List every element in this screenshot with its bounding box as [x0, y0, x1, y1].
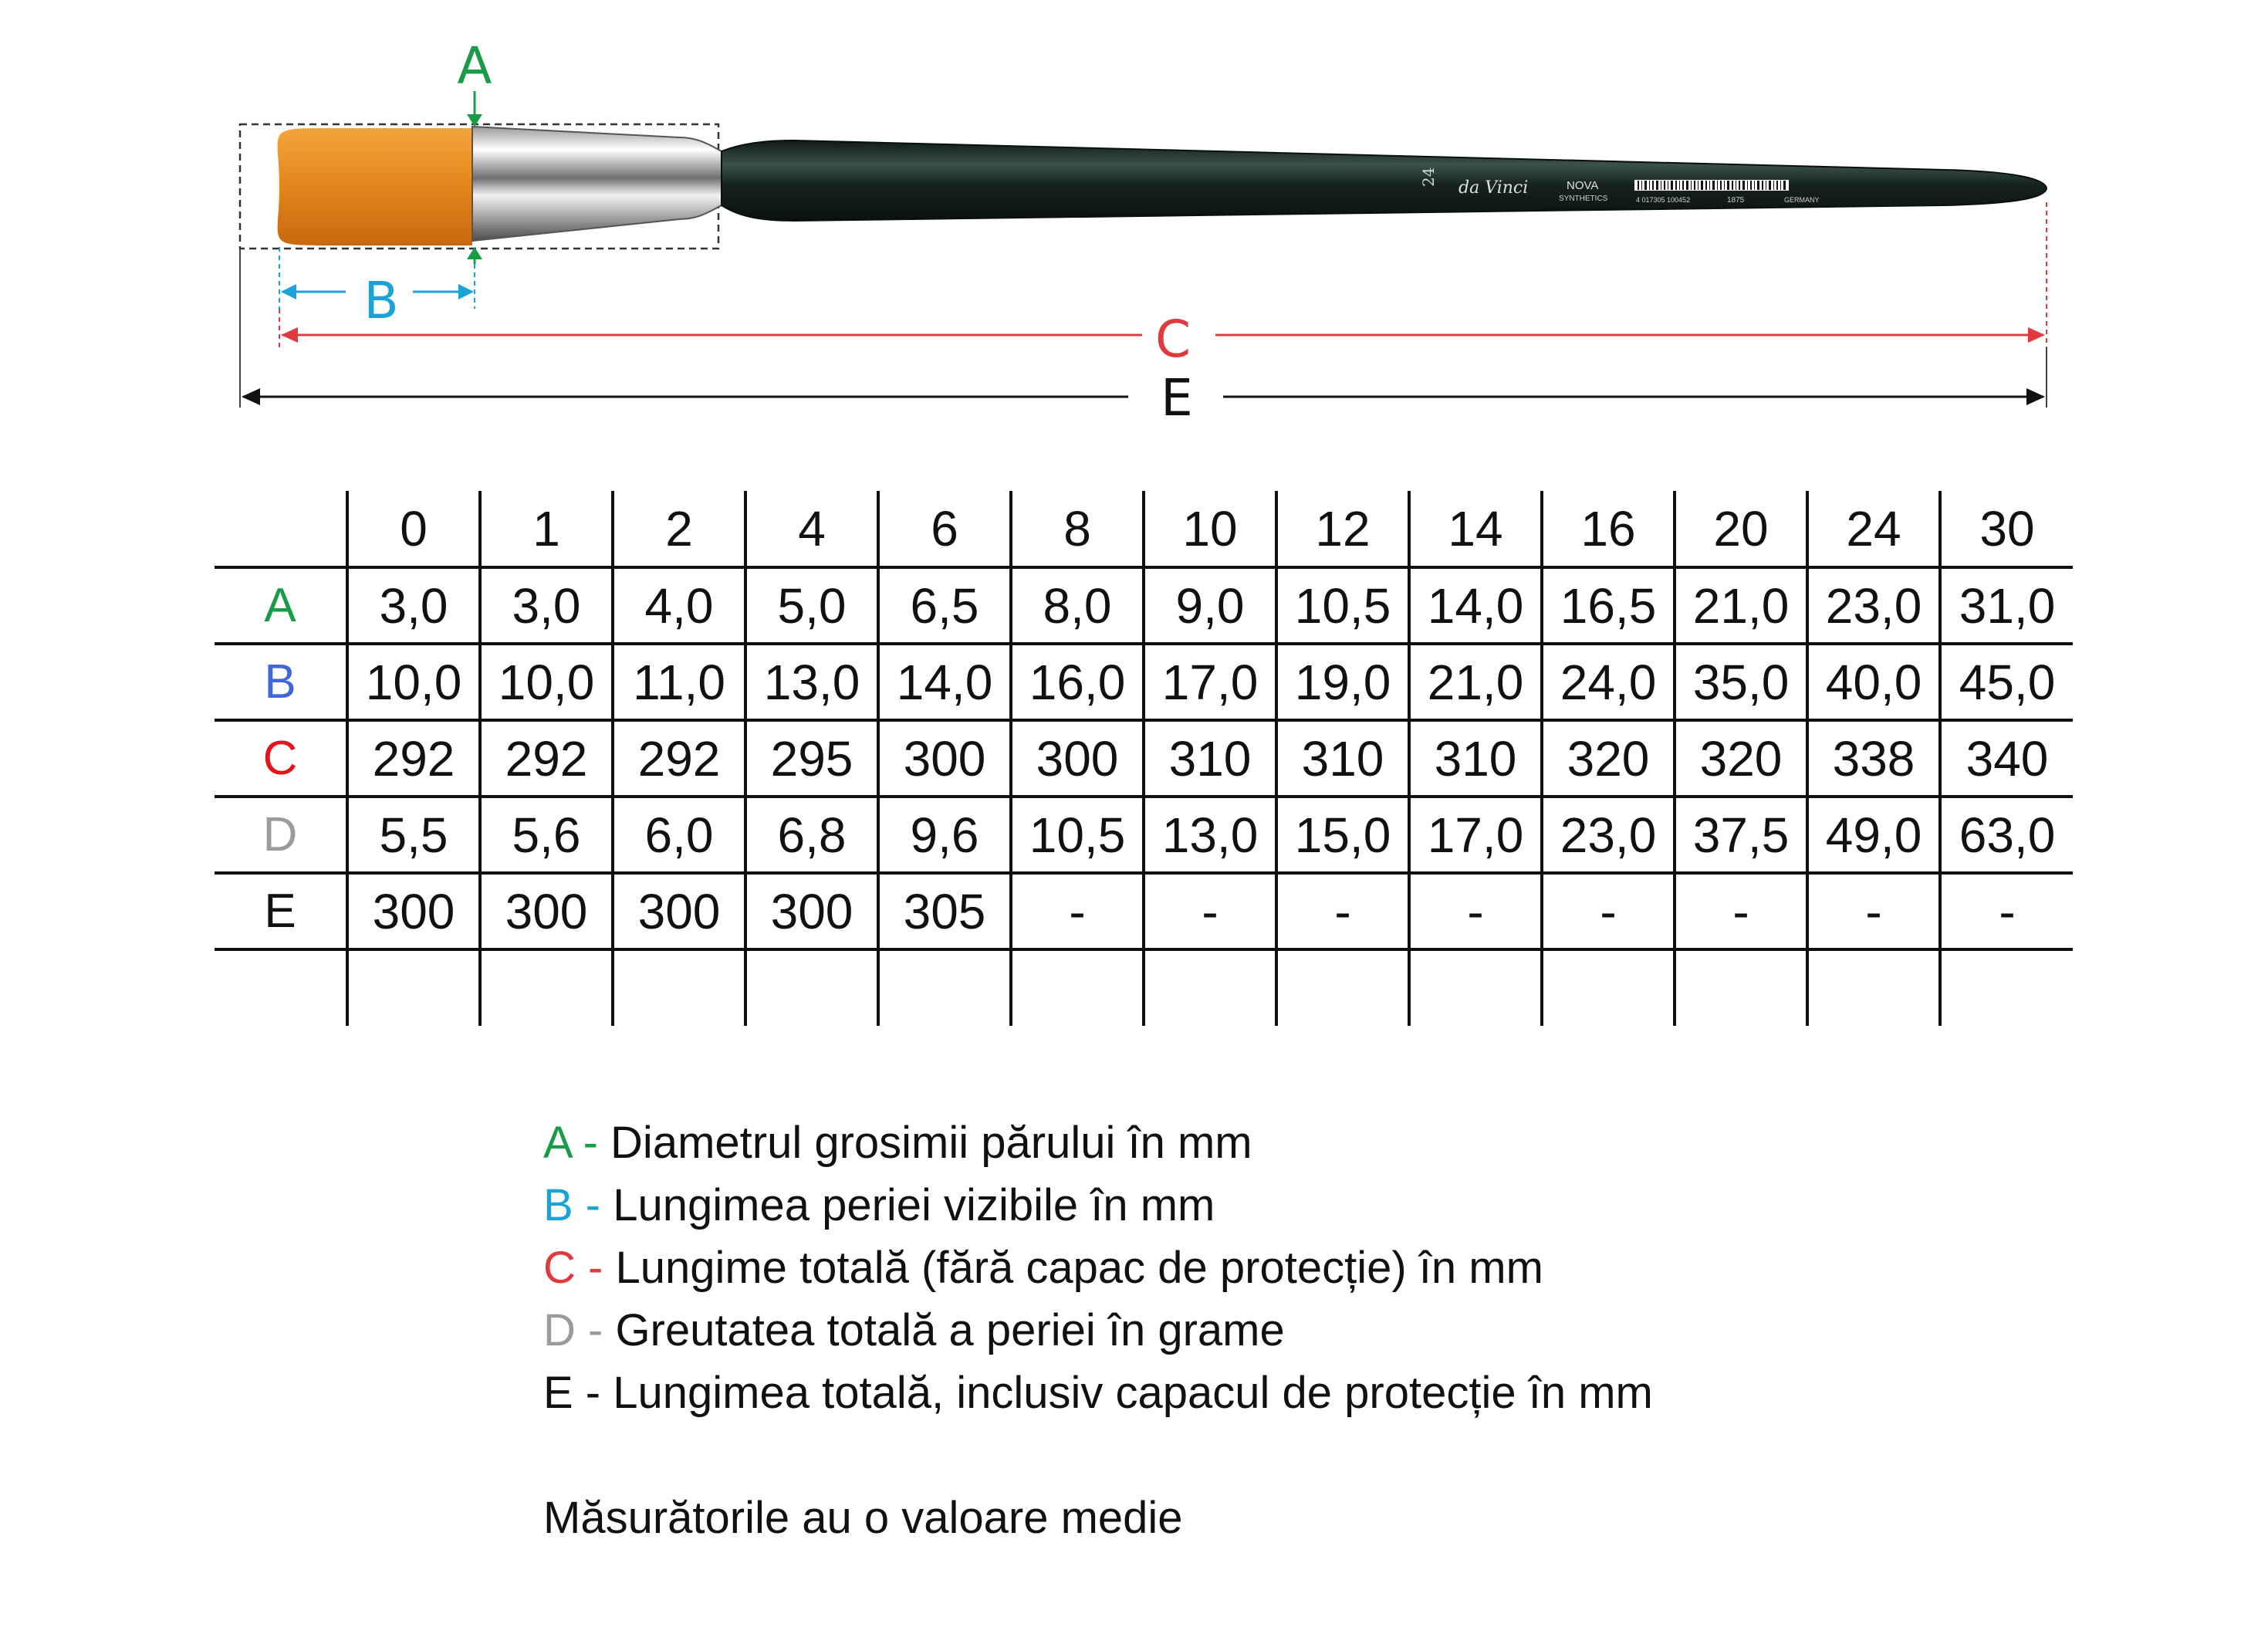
empty-cell [1807, 949, 1940, 1026]
legend-list [543, 1111, 1653, 1424]
table-row [215, 797, 2073, 873]
empty-cell [878, 949, 1011, 1026]
value-cell: 6,0 [613, 797, 745, 873]
measurement-note: Măsurătorile au o valoare medie [543, 1493, 1183, 1543]
value-cell: 24,0 [1542, 644, 1675, 720]
value-cell: 14,0 [878, 644, 1011, 720]
row-label-cell: E [215, 873, 347, 949]
legend-separator: - [575, 1243, 616, 1293]
value-cell: 300 [347, 873, 480, 949]
empty-cell [1276, 949, 1409, 1026]
imprint-size: 24 [1419, 167, 1438, 187]
value-cell: 10,0 [480, 644, 613, 720]
legend-text: Lungimea periei vizibile în mm [613, 1180, 1215, 1230]
dimension-a-label: A [457, 36, 492, 96]
legend-item [543, 1362, 1653, 1424]
value-cell: 23,0 [1807, 567, 1940, 644]
empty-cell [347, 949, 480, 1026]
value-cell: 310 [1409, 720, 1542, 797]
size-header-cell: 6 [878, 491, 1011, 567]
value-cell: 300 [613, 873, 745, 949]
value-cell: 21,0 [1675, 567, 1807, 644]
dimension-e-label: E [1161, 368, 1193, 428]
value-cell: 310 [1276, 720, 1409, 797]
value-cell: 13,0 [745, 644, 878, 720]
size-header-cell: 16 [1542, 491, 1675, 567]
table-corner-cell [215, 491, 347, 567]
value-cell: 17,0 [1409, 797, 1542, 873]
value-cell: 292 [613, 720, 745, 797]
row-label-cell: B [215, 644, 347, 720]
dimension-b-label: B [363, 271, 399, 330]
value-cell: 10,5 [1011, 797, 1144, 873]
value-cell: 300 [745, 873, 878, 949]
legend-item [543, 1237, 1653, 1299]
row-label-cell: A [215, 567, 347, 644]
size-header-cell: 10 [1144, 491, 1276, 567]
brush-dimension-diagram [0, 0, 2268, 463]
legend-key: B [543, 1180, 573, 1230]
value-cell: 49,0 [1807, 797, 1940, 873]
value-cell: 14,0 [1409, 567, 1542, 644]
value-cell: 40,0 [1807, 644, 1940, 720]
value-cell: 300 [480, 873, 613, 949]
brush-bristles [278, 128, 472, 245]
value-cell: - [1409, 873, 1542, 949]
value-cell: 45,0 [1940, 644, 2073, 720]
brush-handle [722, 140, 2047, 221]
value-cell: 5,6 [480, 797, 613, 873]
dimension-b [279, 247, 475, 330]
value-cell: 338 [1807, 720, 1940, 797]
value-cell: 5,5 [347, 797, 480, 873]
table-body [215, 567, 2073, 1026]
legend-separator: - [573, 1368, 613, 1418]
row-label-cell: C [215, 720, 347, 797]
legend-item [543, 1174, 1653, 1237]
dimension-e [240, 249, 2047, 428]
table-row [215, 873, 2073, 949]
value-cell: 6,8 [745, 797, 878, 873]
empty-cell [613, 949, 745, 1026]
empty-table-row [215, 949, 2073, 1026]
value-cell: 19,0 [1276, 644, 1409, 720]
value-cell: - [1276, 873, 1409, 949]
value-cell: 5,0 [745, 567, 878, 644]
empty-cell [480, 949, 613, 1026]
value-cell: 4,0 [613, 567, 745, 644]
value-cell: 300 [878, 720, 1011, 797]
value-cell: - [1144, 873, 1276, 949]
legend-separator: - [570, 1118, 611, 1168]
legend-item [543, 1299, 1653, 1362]
size-header-cell: 8 [1011, 491, 1144, 567]
table-row [215, 567, 2073, 644]
legend-text: Lungime totală (fără capac de protecție) în mm [615, 1243, 1543, 1293]
empty-cell [1409, 949, 1542, 1026]
value-cell: 31,0 [1940, 567, 2073, 644]
value-cell: 6,5 [878, 567, 1011, 644]
value-cell: 35,0 [1675, 644, 1807, 720]
empty-cell [1011, 949, 1144, 1026]
value-cell: 9,0 [1144, 567, 1276, 644]
legend-key: C [543, 1243, 576, 1293]
size-header-cell: 2 [613, 491, 745, 567]
empty-cell [1940, 949, 2073, 1026]
value-cell: 310 [1144, 720, 1276, 797]
value-cell: 8,0 [1011, 567, 1144, 644]
value-cell: 21,0 [1409, 644, 1542, 720]
row-label-cell: D [215, 797, 347, 873]
arrow-left-icon [281, 284, 296, 299]
value-cell: 16,5 [1542, 567, 1675, 644]
imprint-series: 1875 [1727, 196, 1745, 205]
value-cell: - [1011, 873, 1144, 949]
imprint-line-sub: SYNTHETICS [1559, 195, 1608, 203]
table-header-row [215, 491, 2073, 567]
arrow-down-icon [467, 114, 482, 127]
imprint-line-name: NOVA [1567, 179, 1599, 192]
legend-separator: - [573, 1180, 613, 1230]
size-header-cell: 4 [745, 491, 878, 567]
arrow-left-icon [281, 327, 298, 343]
value-cell: 15,0 [1276, 797, 1409, 873]
value-cell: 10,0 [347, 644, 480, 720]
size-header-cell: 12 [1276, 491, 1409, 567]
imprint-origin: GERMANY [1784, 196, 1820, 204]
value-cell: - [1675, 873, 1807, 949]
value-cell: 295 [745, 720, 878, 797]
legend-separator: - [575, 1305, 616, 1355]
value-cell: 11,0 [613, 644, 745, 720]
value-cell: 3,0 [347, 567, 480, 644]
legend [543, 1111, 1653, 1549]
empty-cell [1675, 949, 1807, 1026]
value-cell: 292 [347, 720, 480, 797]
size-header-cell: 24 [1807, 491, 1940, 567]
size-header-cell: 30 [1940, 491, 2073, 567]
legend-key: D [543, 1305, 576, 1355]
legend-item [543, 1111, 1653, 1174]
table-row [215, 720, 2073, 797]
arrow-right-icon [2028, 327, 2045, 343]
size-header-cell: 14 [1409, 491, 1542, 567]
size-spec-table [215, 491, 2073, 1026]
empty-cell [215, 949, 347, 1026]
legend-text: Greutatea totală a periei în grame [615, 1305, 1285, 1355]
value-cell: 340 [1940, 720, 2073, 797]
value-cell: - [1542, 873, 1675, 949]
arrow-right-icon [458, 284, 474, 299]
legend-key: E [543, 1368, 573, 1418]
value-cell: 17,0 [1144, 644, 1276, 720]
value-cell: 37,5 [1675, 797, 1807, 873]
value-cell: 9,6 [878, 797, 1011, 873]
value-cell: - [1807, 873, 1940, 949]
size-header-cell: 20 [1675, 491, 1807, 567]
value-cell: 63,0 [1940, 797, 2073, 873]
value-cell: 300 [1011, 720, 1144, 797]
value-cell: 23,0 [1542, 797, 1675, 873]
value-cell: 305 [878, 873, 1011, 949]
legend-key: A [543, 1118, 571, 1168]
table-row [215, 644, 2073, 720]
value-cell: 292 [480, 720, 613, 797]
size-header-cell: 0 [347, 491, 480, 567]
value-cell: 13,0 [1144, 797, 1276, 873]
arrow-left-icon [242, 388, 260, 405]
dimension-c-label: C [1154, 310, 1191, 369]
value-cell: 16,0 [1011, 644, 1144, 720]
value-cell: - [1940, 873, 2073, 949]
value-cell: 320 [1675, 720, 1807, 797]
empty-cell [1144, 949, 1276, 1026]
legend-text: Lungimea totală, inclusiv capacul de protecție în mm [613, 1368, 1653, 1418]
empty-cell [745, 949, 878, 1026]
value-cell: 320 [1542, 720, 1675, 797]
brush-ferrule [472, 127, 722, 241]
imprint-code: 4 017305 100452 [1636, 196, 1691, 204]
barcode-icon [1634, 180, 1789, 191]
value-cell: 3,0 [480, 567, 613, 644]
size-header-cell: 1 [480, 491, 613, 567]
imprint-brand: da Vinci [1458, 178, 1529, 198]
empty-cell [1542, 949, 1675, 1026]
value-cell: 10,5 [1276, 567, 1409, 644]
legend-text: Diametrul grosimii părului în mm [610, 1118, 1252, 1168]
arrow-right-icon [2026, 388, 2045, 405]
